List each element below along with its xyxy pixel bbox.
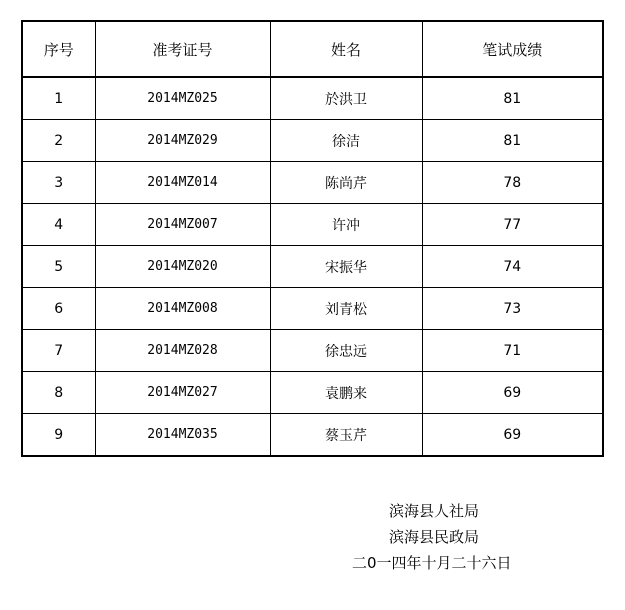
cell-score: 73 bbox=[422, 288, 603, 330]
header-name: 姓名 bbox=[270, 21, 422, 77]
cell-score: 69 bbox=[422, 372, 603, 414]
cell-exam-id: 2014MZ025 bbox=[95, 77, 270, 120]
table-row bbox=[22, 162, 603, 204]
cell-index: 6 bbox=[22, 288, 95, 330]
table-row bbox=[22, 414, 603, 457]
cell-index: 1 bbox=[22, 77, 95, 120]
header-written-score: 笔试成绩 bbox=[422, 21, 603, 77]
document-footer bbox=[352, 498, 552, 576]
cell-exam-id: 2014MZ028 bbox=[95, 330, 270, 372]
cell-name: 许冲 bbox=[270, 204, 422, 246]
score-table bbox=[21, 20, 604, 457]
table-row bbox=[22, 204, 603, 246]
cell-index: 2 bbox=[22, 120, 95, 162]
cell-name: 徐洁 bbox=[270, 120, 422, 162]
cell-name: 徐忠远 bbox=[270, 330, 422, 372]
cell-name: 刘青松 bbox=[270, 288, 422, 330]
table-row bbox=[22, 246, 603, 288]
table-row bbox=[22, 372, 603, 414]
cell-exam-id: 2014MZ027 bbox=[95, 372, 270, 414]
issuer-hr-bureau: 滨海县人社局 bbox=[389, 502, 480, 520]
cell-exam-id: 2014MZ008 bbox=[95, 288, 270, 330]
issuer-civil-affairs-bureau: 滨海县民政局 bbox=[389, 528, 480, 546]
cell-name: 袁鹏来 bbox=[270, 372, 422, 414]
table-row bbox=[22, 330, 603, 372]
header-index: 序号 bbox=[22, 21, 95, 77]
cell-index: 8 bbox=[22, 372, 95, 414]
cell-name: 於洪卫 bbox=[270, 77, 422, 120]
issue-date: 二0一四年十月二十六日 bbox=[352, 554, 512, 572]
header-exam-id: 准考证号 bbox=[95, 21, 270, 77]
cell-index: 7 bbox=[22, 330, 95, 372]
table-row bbox=[22, 77, 603, 120]
cell-index: 5 bbox=[22, 246, 95, 288]
cell-exam-id: 2014MZ020 bbox=[95, 246, 270, 288]
cell-score: 71 bbox=[422, 330, 603, 372]
cell-exam-id: 2014MZ014 bbox=[95, 162, 270, 204]
cell-score: 78 bbox=[422, 162, 603, 204]
cell-name: 陈尚芹 bbox=[270, 162, 422, 204]
cell-index: 9 bbox=[22, 414, 95, 457]
cell-name: 蔡玉芹 bbox=[270, 414, 422, 457]
cell-index: 4 bbox=[22, 204, 95, 246]
cell-score: 81 bbox=[422, 120, 603, 162]
table-row bbox=[22, 120, 603, 162]
cell-exam-id: 2014MZ035 bbox=[95, 414, 270, 457]
cell-index: 3 bbox=[22, 162, 95, 204]
cell-exam-id: 2014MZ029 bbox=[95, 120, 270, 162]
table-row bbox=[22, 288, 603, 330]
cell-exam-id: 2014MZ007 bbox=[95, 204, 270, 246]
cell-score: 77 bbox=[422, 204, 603, 246]
cell-score: 69 bbox=[422, 414, 603, 457]
cell-score: 74 bbox=[422, 246, 603, 288]
cell-name: 宋振华 bbox=[270, 246, 422, 288]
cell-score: 81 bbox=[422, 77, 603, 120]
table-header-row bbox=[22, 21, 603, 77]
